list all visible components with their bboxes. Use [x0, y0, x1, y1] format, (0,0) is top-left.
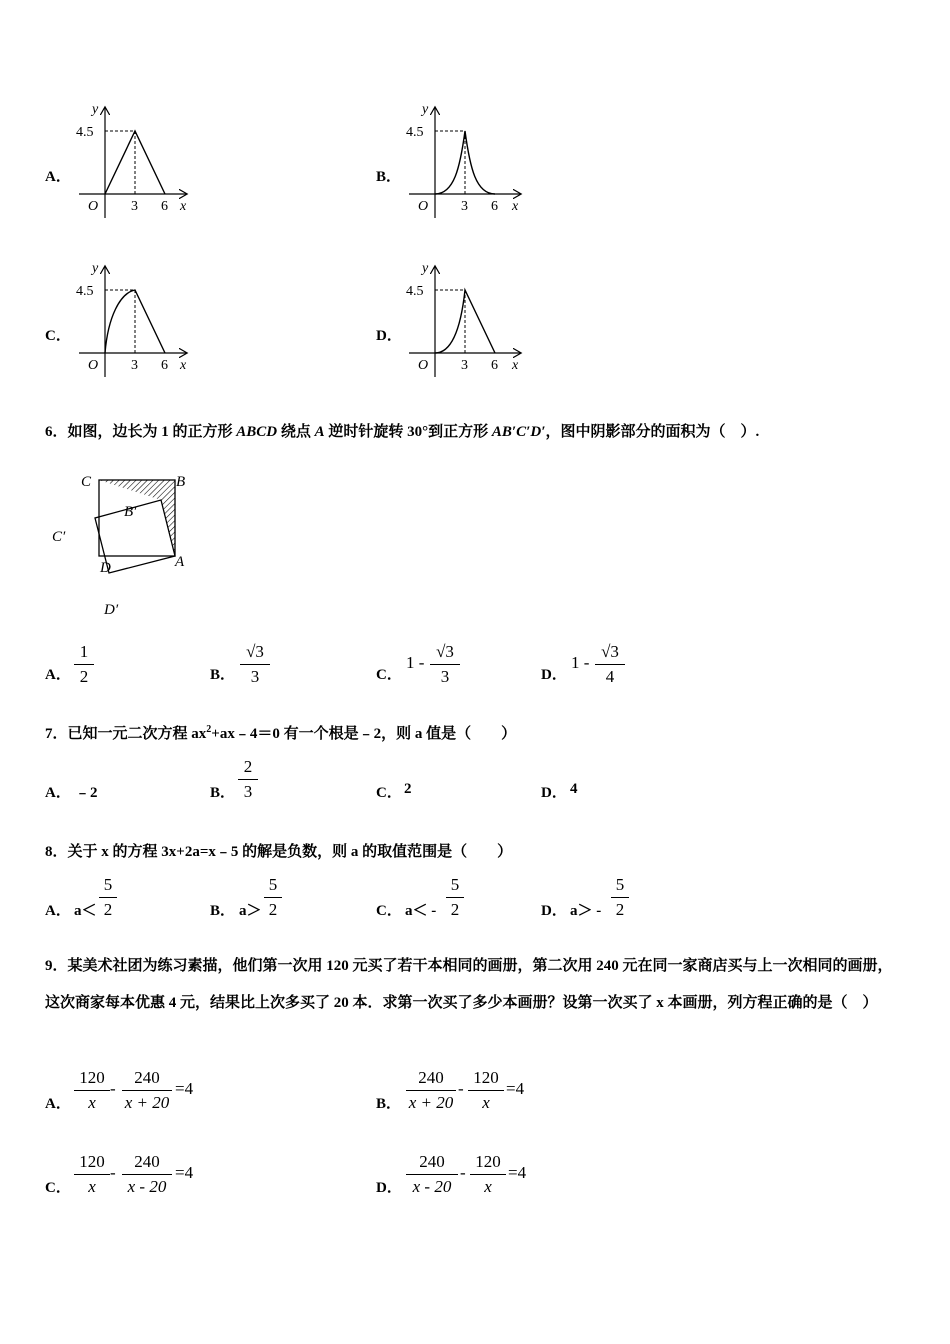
y-label: y — [422, 261, 429, 276]
label-c: C — [81, 474, 92, 490]
graph-b — [404, 98, 534, 218]
label-d: D — [100, 560, 111, 576]
q6-option-d-label: D． — [541, 667, 567, 683]
q6-option-b-fraction: √3 3 — [240, 640, 270, 689]
q9-option-d-op: - — [460, 1163, 466, 1182]
x-label: x — [512, 358, 519, 373]
q9-option-c-label: C． — [45, 1180, 71, 1196]
q9-option-d-rhs: =4 — [508, 1163, 527, 1182]
question-number: 9． — [45, 958, 68, 974]
x-label: x — [180, 358, 187, 373]
q8-option-b-prefix: a＞ — [239, 903, 262, 919]
q8-option-d-prefix: a＞ - — [570, 903, 602, 919]
q8-option-a-fraction: 5 2 — [99, 873, 117, 922]
q6-option-c-label: C． — [376, 667, 402, 683]
tick-6: 6 — [161, 358, 168, 373]
q9-option-d-label: D． — [376, 1180, 402, 1196]
label-a: A — [175, 554, 185, 570]
q7-option-b-label: B． — [210, 785, 236, 801]
tick-6: 6 — [491, 358, 498, 373]
peak-label: 4.5 — [406, 125, 424, 140]
q9-option-a-op: - — [110, 1079, 116, 1098]
q7-option-b-fraction: 2 3 — [238, 755, 258, 804]
option-c-label: C． — [45, 328, 71, 344]
question-number: 8． — [45, 844, 68, 860]
q8-option-c-label: C． — [376, 903, 402, 919]
option-a-label: A． — [45, 169, 71, 185]
q8-option-a-prefix: a＜ — [74, 903, 97, 919]
y-label: y — [92, 261, 99, 276]
q9-option-b-rhs: =4 — [506, 1079, 525, 1098]
label-d-prime: D′ — [104, 602, 119, 618]
q9-option-c-rhs: =4 — [175, 1163, 194, 1182]
q8-option-b-fraction: 5 2 — [264, 873, 282, 922]
tick-6: 6 — [161, 199, 168, 214]
q6-option-d-fraction: √3 4 — [595, 640, 625, 689]
label-b: B — [176, 474, 186, 490]
graph-c — [74, 257, 204, 377]
q6-option-d-prefix: 1 - — [571, 653, 590, 672]
q9-option-d-frac1: 240 x - 20 — [406, 1150, 458, 1199]
question-9-stem: 9．某美术社团为练习素描，他们第一次用 120 元买了若干本相同的画册，第二次用 240 元在同一家商店买与上一次相同的画册，这次商家每本优惠 4 元，结果比上次多买了 20 本．求第一次买了多少本画册？设第一次买了 x 本画册，列方程正确的是（ ） — [45, 958, 893, 1011]
q7-option-a-value: ﹣2 — [75, 785, 98, 801]
label-c-prime: C′ — [52, 529, 66, 545]
q9-option-b-op: - — [458, 1079, 464, 1098]
graph-a — [74, 98, 204, 218]
question-6-stem: 6．如图，边长为 1 的正方形 ABCD 绕点 A 逆时针旋转 30°到正方形 AB′C′D′，图中阴影部分的面积为（ ）. — [45, 424, 760, 440]
q9-option-d-frac2: 120 x — [470, 1150, 506, 1199]
peak-label: 4.5 — [76, 284, 94, 299]
tick-3: 3 — [461, 199, 468, 214]
q9-option-a-frac2: 240 x + 20 — [122, 1066, 172, 1115]
x-label: x — [512, 199, 519, 214]
origin-label: O — [88, 358, 99, 373]
q9-option-b-frac2: 120 x — [468, 1066, 504, 1115]
option-b-label: B． — [376, 169, 402, 185]
q9-option-b-frac1: 240 x + 20 — [406, 1066, 456, 1115]
origin-label: O — [88, 199, 99, 214]
q6-option-a-label: A． — [45, 667, 71, 683]
q9-option-c-frac2: 240 x - 20 — [122, 1150, 172, 1199]
shaded-region — [99, 480, 175, 556]
graph-d — [404, 257, 534, 377]
q8-option-b-label: B． — [210, 903, 236, 919]
q8-option-c-prefix: a＜ - — [405, 903, 437, 919]
q9-option-a-frac1: 120 x — [74, 1066, 110, 1115]
label-b-prime: B′ — [124, 504, 137, 520]
x-label: x — [180, 199, 187, 214]
q6-option-b-label: B． — [210, 667, 236, 683]
q9-option-b-label: B． — [376, 1096, 402, 1112]
q8-option-d-label: D． — [541, 903, 567, 919]
peak-label: 4.5 — [76, 125, 94, 140]
tick-3: 3 — [131, 358, 138, 373]
question-7-stem: 7．已知一元二次方程 $ax^2+ax﹣4=0$ 有一个根是﹣2，则 a 值是（ ） — [45, 724, 517, 742]
q9-option-a-rhs: =4 — [175, 1079, 194, 1098]
q7-option-d-label: D． — [541, 785, 567, 801]
q9-option-a-label: A． — [45, 1096, 71, 1112]
y-label: y — [92, 102, 99, 117]
tick-6: 6 — [491, 199, 498, 214]
q8-option-c-fraction: 5 2 — [446, 873, 464, 922]
tick-3: 3 — [131, 199, 138, 214]
q9-option-c-op: - — [110, 1163, 116, 1182]
origin-label: O — [418, 358, 429, 373]
q7-option-c-label: C． — [376, 785, 402, 801]
origin-label: O — [418, 199, 429, 214]
q7-option-c-value: 2 — [404, 781, 412, 797]
rotated-square-figure — [48, 466, 208, 626]
question-number: 7． — [45, 726, 68, 742]
q7-option-d-value: 4 — [570, 781, 578, 797]
q6-option-a-fraction: 1 2 — [74, 640, 94, 689]
y-label: y — [422, 102, 429, 117]
option-d-label: D． — [376, 328, 402, 344]
tick-3: 3 — [461, 358, 468, 373]
q9-option-c-frac1: 120 x — [74, 1150, 110, 1199]
question-8-stem: 8．关于 x 的方程 3x+2a=x﹣5 的解是负数，则 a 的取值范围是（ ） — [45, 844, 513, 860]
question-number: 6． — [45, 424, 68, 440]
q8-option-d-fraction: 5 2 — [611, 873, 629, 922]
q6-option-c-prefix: 1 - — [406, 653, 425, 672]
q7-option-a-label: A． — [45, 785, 71, 801]
q6-option-c-fraction: √3 3 — [430, 640, 460, 689]
q8-option-a-label: A． — [45, 903, 71, 919]
peak-label: 4.5 — [406, 284, 424, 299]
